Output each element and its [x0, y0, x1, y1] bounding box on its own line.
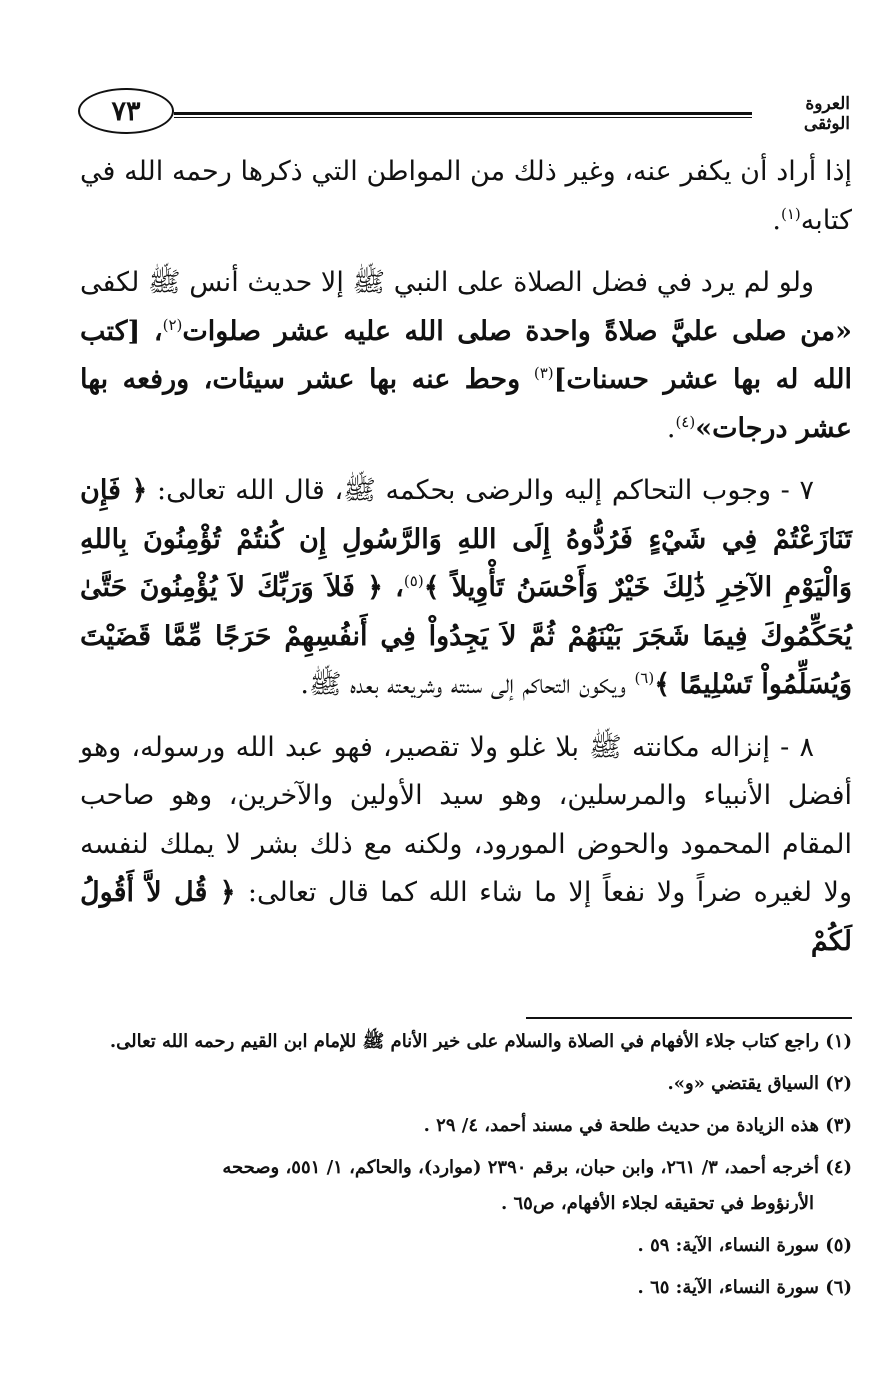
paragraph-1-end: .: [772, 204, 781, 236]
book-title: العروة الوثقى: [803, 94, 850, 134]
footnote-5: (٥) سورة النساء، الآية: ٥٩ .: [637, 1235, 852, 1256]
page-number: ٧٣: [78, 88, 174, 134]
footnote-ref-5: (٥): [403, 572, 424, 590]
hadith-text-b: وحط عنه بها عشر سيئات، ورفعه بها عشر درجات»: [80, 364, 852, 444]
footnote-3: (٣) هذه الزيادة من حديث طلحة في مسند أحمد، ٤/ ٢٩ .: [423, 1115, 852, 1136]
footnote-4-continuation: الأرنؤوط في تحقيقه لجلاء الأفهام، ص٦٥ .: [500, 1193, 814, 1214]
footnote-ref-1: (١): [781, 204, 801, 223]
hadith-bracket: ، [كتب الله له بها عشر حسنات]: [80, 315, 852, 395]
paragraph-2: [80, 259, 852, 453]
quran-verse-b: ، ﴿ فَلاَ وَرَبِّكَ لاَ يُؤْمِنُونَ حَتَّىٰ يُحَكِّمُوكَ فِيمَا شَجَرَ بَيْنَهُمْ ثُمَّ لاَ يَجِدُواْ فِي أَنفُسِهِمْ حَرَجًا مِّمَّا قَضَيْتَ وَيُسَلِّمُواْ تَسْلِيمًا ﴾: [80, 572, 852, 700]
paragraph-2-intro: ولو لم يرد في فضل الصلاة على النبي ﷺ إلا حديث أنس ﷺ لكفى: [80, 267, 814, 298]
footnote-1: (١) راجع كتاب جلاء الأفهام في الصلاة والسلام على خير الأنام ﷺ للإمام ابن القيم رحمه الله تعالى.: [109, 1031, 852, 1052]
footnote-ref-6: (٦): [634, 669, 655, 687]
hadith-text-a: «من صلى عليَّ صلاةً واحدة صلى الله عليه عشر صلوات: [182, 315, 853, 347]
footnote-ref-2: (٢): [162, 315, 183, 334]
paragraph-3-end: ويكون التحاكم إلى سنته وشريعته بعده ﷺ.: [300, 669, 635, 700]
paragraph-4: [80, 724, 852, 967]
paragraph-1-text: إذا أراد أن يكفر عنه، وغير ذلك من المواطن التي ذكرها رحمه الله في كتابه: [80, 156, 852, 236]
footnote-4-text: (٤) أخرجه أحمد، ٣/ ٢٦١، وابن حبان، برقم ٢٣٩٠ (موارد)، والحاكم، ١/ ٥٥١، وصححه: [222, 1157, 852, 1178]
main-text: [80, 148, 852, 966]
paragraph-2-end: .: [666, 412, 676, 444]
footnote-4: [80, 1150, 852, 1222]
footnote-2: (٢) السياق يقتضي «و».: [667, 1073, 852, 1094]
footnote-6: (٦) سورة النساء، الآية: ٦٥ .: [637, 1277, 852, 1298]
paragraph-3-intro: ٧ - وجوب التحاكم إليه والرضى بحكمه ﷺ، قال الله تعالى:: [156, 475, 814, 506]
header-rule-thin: [174, 117, 752, 118]
footnote-separator: [526, 1017, 852, 1019]
quran-verse-c: ﴿ قُل لاَّ أَقُولُ لَكُمْ: [80, 877, 852, 957]
page-header: [78, 86, 850, 132]
paragraph-3: [80, 467, 852, 710]
footnote-ref-3: (٣): [533, 364, 554, 382]
paragraph-1: [80, 148, 852, 245]
footnotes: [80, 1024, 852, 1312]
footnote-ref-4: (٤): [675, 412, 696, 431]
header-rule-thick: [174, 112, 752, 115]
quran-verse-a: ﴿ فَإِن تَنَازَعْتُمْ فِي شَيْءٍ فَرُدُّوهُ إِلَى اللهِ وَالرَّسُولِ إِن كُنتُمْ تُؤْمِنُونَ بِاللهِ وَالْيَوْمِ الآخِرِ ذَٰلِكَ خَيْرٌ وَأَحْسَنُ تَأْوِيلاً ﴾: [80, 475, 852, 603]
paragraph-4-text: ٨ - إنزاله مكانته ﷺ بلا غلو ولا تقصير، فهو عبد الله ورسوله، وهو أفضل الأنبياء والمرسلين، وهو سيد الأولين والآخرين، وهو صاحب المقام المحمود والحوض المورود، ولكنه مع ذلك بشر لا يملك لنفسه ولا لغيره ضراً ولا نفعاً إلا ما شاء الله كما قال تعالى:: [80, 731, 852, 908]
